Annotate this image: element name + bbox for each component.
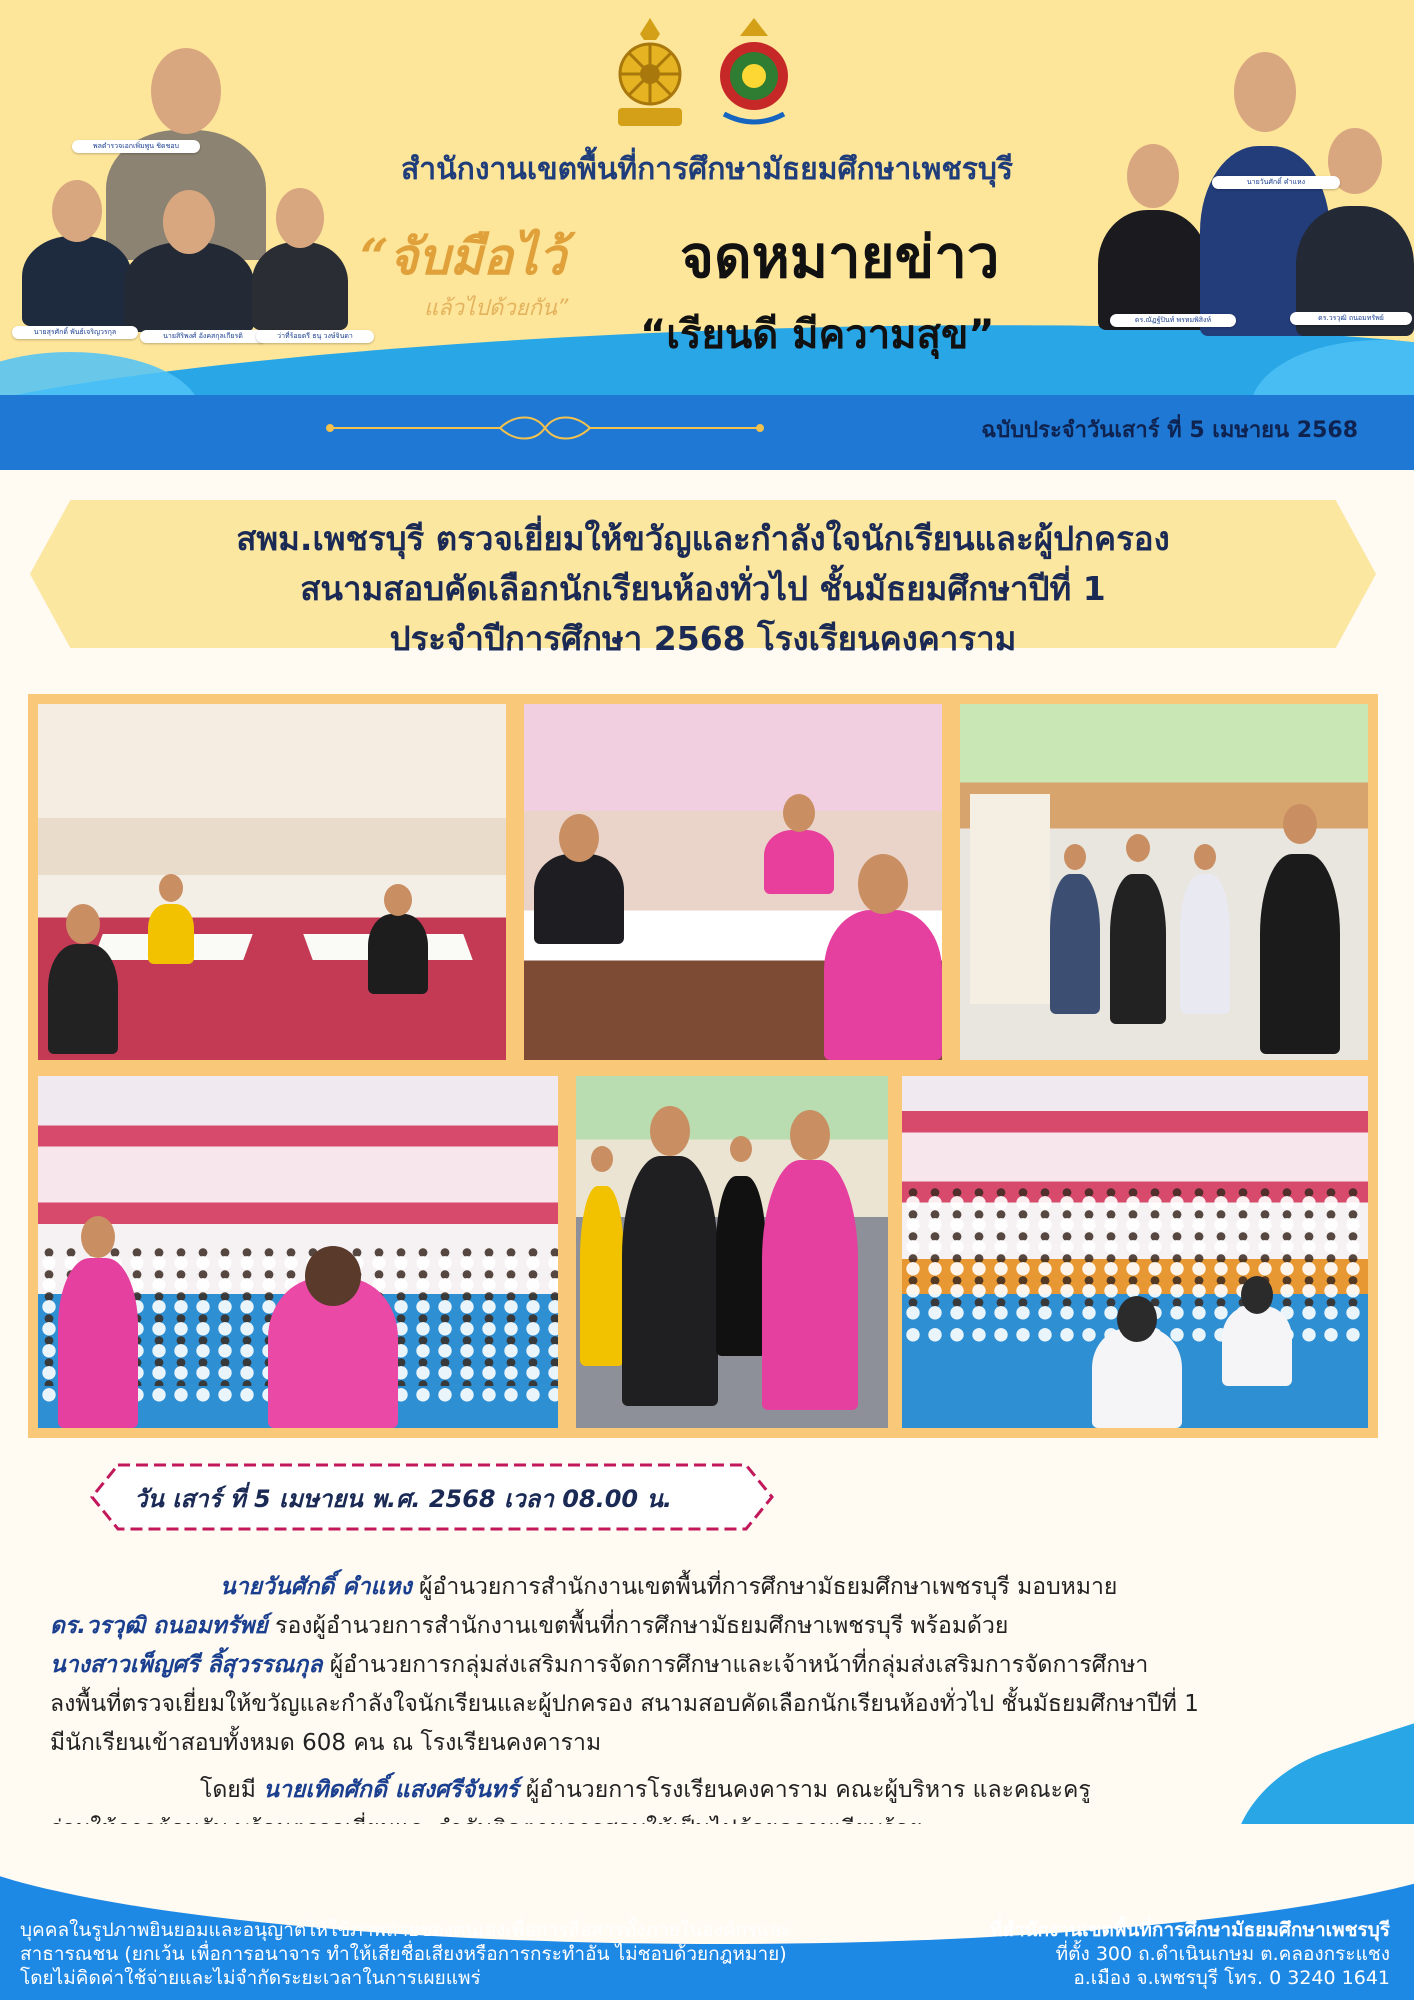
photo-students-exam — [902, 1076, 1368, 1428]
header — [0, 0, 1414, 470]
slogan-line-1: “จับมือไว้ — [360, 227, 567, 286]
portrait-caption: นายสิริพงศ์ อังคสกุลเกียรติ — [140, 330, 266, 343]
portrait-caption: นายสุรศักดิ์ พันธ์เจริญวรกุล — [12, 326, 138, 339]
photo-meeting-room — [38, 704, 506, 1060]
body-line-3: นางสาวเพ็ญศรี ลิ้สุวรรณกุล ผู้อำนวยการกลุ่มส่งเสริมการจัดการศึกษาและเจ้าหน้าที่กลุ่มส่งเสริมการจัดการศึกษา — [50, 1652, 1149, 1678]
person-name: นางสาวเพ็ญศรี ลิ้สุวรรณกุล — [50, 1652, 323, 1678]
photo-consent-notice: บุคคลในรูปภาพยินยอมและอนุญาตให้ใช้ภาพถ่ายของตนเองเพื่อการสื่อสารทั้งภายในองค์กรและ สาธารณชน (ยกเว้น เพื่อการอนาจาร ทำให้เสียชื่อเสียงหรือการกระทำอัน ไม่ชอบด้วยกฎหมาย) โดยไม่คิดค่าใช้จ่ายและไม่จำกัดระยะเวลาในการเผยแพร่ — [20, 1919, 792, 1989]
portrait-3 — [124, 186, 254, 332]
person-name: ดร.วรวุฒิ ถนอมทรัพย์ — [50, 1613, 268, 1639]
office-title: สำนักงานเขตพื้นที่การศึกษามัธยมศึกษาเพชรบุรี — [400, 152, 1013, 187]
newsletter-title: จดหมายข่าว — [680, 223, 1000, 291]
photo-officials-meeting — [524, 704, 942, 1060]
motto: “เรียนดี มีความสุข” — [640, 312, 995, 358]
photo-officials-walking — [576, 1076, 888, 1428]
body-line-1: นายวันศักดิ์ คำแหง ผู้อำนวยการสำนักงานเขตพื้นที่การศึกษามัธยมศึกษาเพชรบุรี มอบหมาย — [220, 1574, 1118, 1600]
portrait-caption: นายวันศักดิ์ คำแหง — [1212, 176, 1340, 189]
headline-line-3: ประจำปีการศึกษา 2568 โรงเรียนคงคาราม — [389, 619, 1017, 658]
ministry-of-education-emblem-icon — [712, 14, 796, 132]
dharmachakra-emblem-icon — [608, 14, 692, 132]
gold-ornament-divider-icon — [320, 414, 770, 442]
portrait-caption: พลตำรวจเอกเพิ่มพูน ชิดชอบ — [72, 140, 200, 153]
event-date: วัน เสาร์ ที่ 5 เมษายน พ.ศ. 2568 เวลา 08.00 น. — [134, 1485, 672, 1513]
body-line-4: ลงพื้นที่ตรวจเยี่ยมให้ขวัญและกำลังใจนักเรียนและผู้ปกครอง สนามสอบคัดเลือกนักเรียนห้องทั่วไป ชั้นมัธยมศึกษาปีที่ 1 — [50, 1691, 1199, 1717]
portrait-2 — [22, 176, 132, 326]
headline-line-2: สนามสอบคัดเลือกนักเรียนห้องทั่วไป ชั้นมัธยมศึกษาปีที่ 1 — [300, 569, 1106, 608]
person-name: นายเทิดศักดิ์ แสงศรีจันทร์ — [263, 1777, 519, 1803]
headline-line-1: สพม.เพชรบุรี ตรวจเยี่ยมให้ขวัญและกำลังใจนักเรียนและผู้ปกครอง — [236, 519, 1170, 558]
body-line-5: มีนักเรียนเข้าสอบทั้งหมด 608 คน ณ โรงเรียนคงคาราม — [50, 1730, 602, 1756]
photo-students-hall — [38, 1076, 558, 1428]
portrait-caption: ดร.วรวุฒิ ถนอมทรัพย์ — [1290, 312, 1412, 325]
slogan-line-2: แล้วไปด้วยกัน” — [424, 296, 569, 321]
photo-exam-board — [960, 704, 1368, 1060]
body-line-2: ดร.วรวุฒิ ถนอมทรัพย์ รองผู้อำนวยการสำนักงานเขตพื้นที่การศึกษามัธยมศึกษาเพชรบุรี พร้อมด้วย — [50, 1613, 1009, 1639]
portrait-4 — [252, 184, 348, 330]
body-line-6: โดยมี นายเทิดศักดิ์ แสงศรีจันทร์ ผู้อำนวยการโรงเรียนคงคาราม คณะผู้บริหาร และคณะครู — [200, 1777, 1091, 1803]
portrait-caption: ดร.ณัฏฐ์ปินท์ พรหมพิสิงห์ — [1110, 314, 1236, 327]
person-name: นายวันศักดิ์ คำแหง — [220, 1574, 412, 1600]
issue-date: ฉบับประจำวันเสาร์ ที่ 5 เมษายน 2568 — [981, 418, 1358, 443]
office-address: ที่สำนักงานเขตพื้นที่การศึกษามัธยมศึกษาเพชรบุรี ที่ตั้ง 300 ถ.ดำเนินเกษม ต.คลองกระแชง อ.เมือง จ.เพชรบุรี โทร. 0 3240 1641 — [989, 1919, 1390, 1989]
portrait-caption: ว่าที่ร้อยตรี ธนุ วงษ์จินดา — [256, 330, 374, 343]
